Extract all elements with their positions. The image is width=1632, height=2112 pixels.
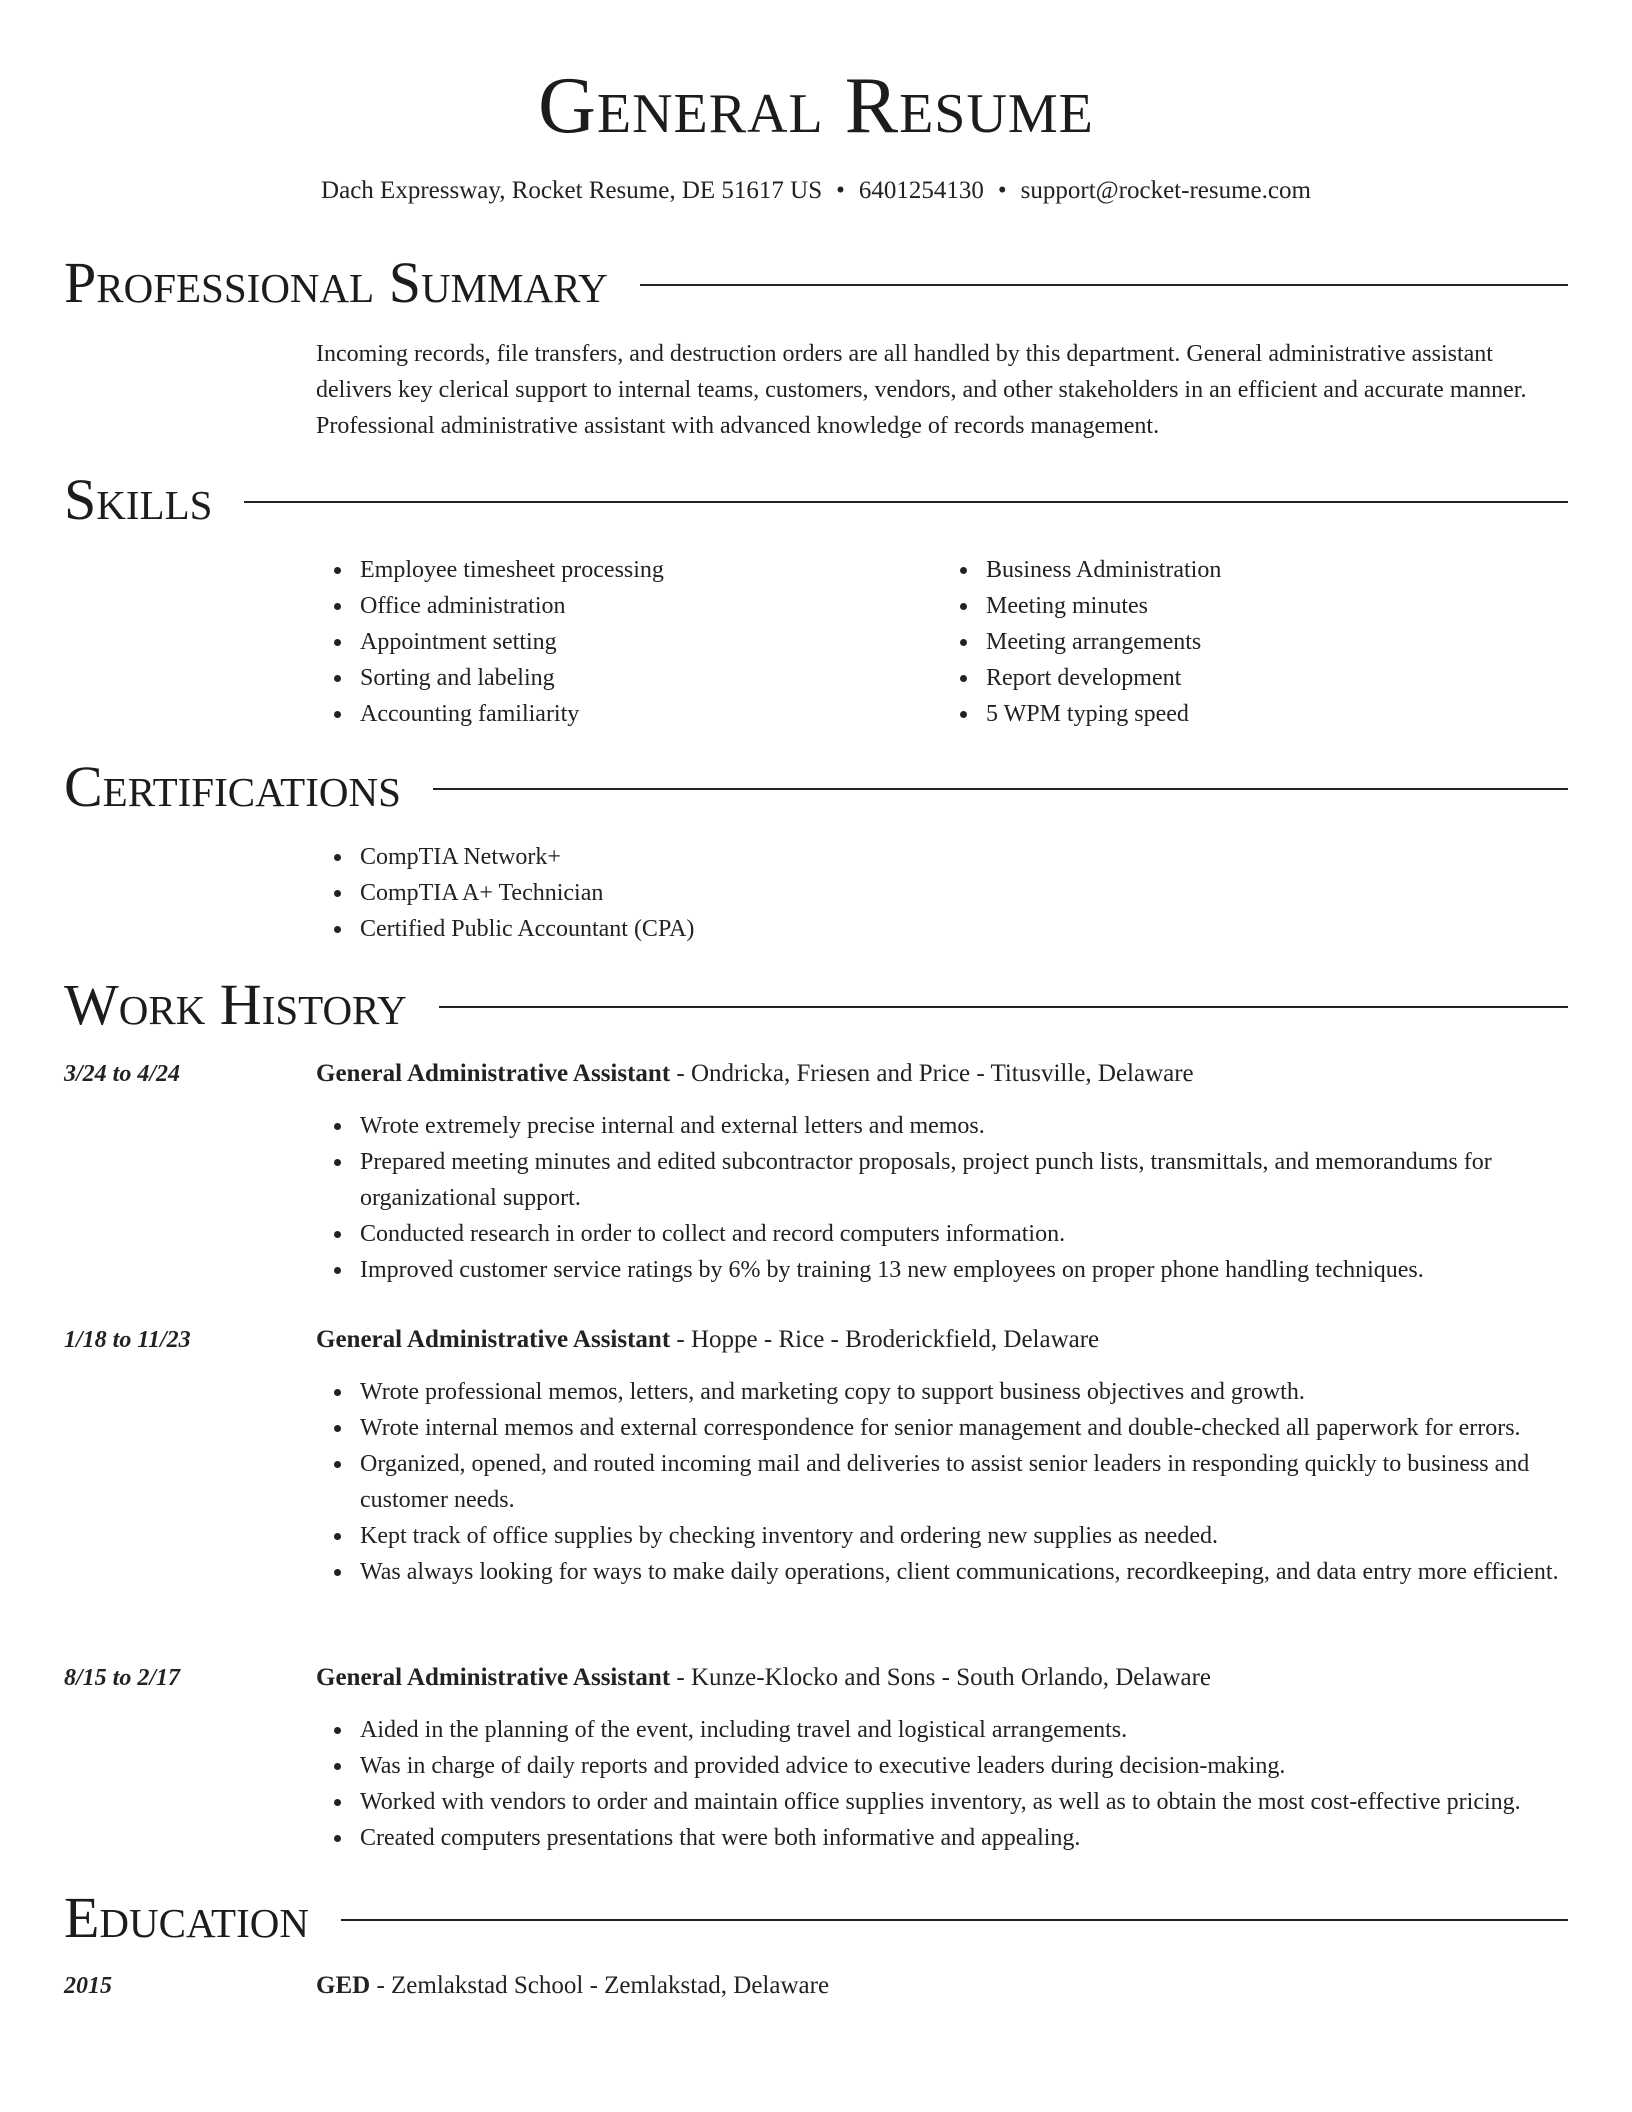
summary-section-header [64,250,1568,316]
job-heading [316,1322,1568,1358]
education-heading-line [316,1968,1568,2004]
education-school: - Zemlakstad School - Zemlakstad, Delaware [370,1972,830,1999]
contact-address: Dach Expressway, Rocket Resume, DE 51617 US [321,177,823,204]
education-entry [64,1968,1568,2004]
job-company: - Kunze-Klocko and Sons - South Orlando, Delaware [670,1664,1212,1691]
job-bullet: Worked with vendors to order and maintain office supplies inventory, as well as to obtain the most cost-effective pricing. [360,1784,1568,1820]
skill-item: 5 WPM typing speed [986,696,1568,732]
resume-name: General Resume [538,62,1094,150]
certifications-section [316,839,1568,947]
job-title: General Administrative Assistant [316,1326,671,1353]
certifications-section-header [64,754,1568,820]
job-heading [316,1660,1568,1696]
job-bullet: Prepared meeting minutes and edited subcontractor proposals, project punch lists, transmittals, and memorandums for organizational support. [360,1144,1568,1216]
job-entry [64,1660,1568,1856]
job-dates: 8/15 to 2/17 [64,1665,181,1691]
skill-item: Report development [986,660,1568,696]
summary-text: Incoming records, file transfers, and destruction orders are all handled by this department. General administrative assistant delivers key clerical support to internal teams, customers, vendors, and other stakeholders in an efficient and accurate manner. Professional administrative assistant with advanced knowledge of records management. [316,341,1527,439]
section-divider [640,284,1568,286]
job-bullet: Wrote professional memos, letters, and marketing copy to support business objectives and growth. [360,1374,1568,1410]
certification-item: CompTIA A+ Technician [360,875,1568,911]
job-title: General Administrative Assistant [316,1664,671,1691]
skills-heading: Skills [64,467,213,532]
education-degree: GED [316,1972,371,1999]
contact-phone: 6401254130 [858,177,984,204]
job-bullet: Wrote extremely precise internal and external letters and memos. [360,1108,1568,1144]
job-bullet: Conducted research in order to collect and record computers information. [360,1216,1568,1252]
skill-item: Meeting minutes [986,588,1568,624]
section-divider [244,501,1568,503]
job-dates: 1/18 to 11/23 [64,1327,191,1353]
job-heading [316,1056,1568,1092]
summary-section [316,336,1568,444]
section-divider [433,788,1568,790]
skill-item: Appointment setting [360,624,942,660]
job-bullets [316,1712,1568,1856]
skill-item: Employee timesheet processing [360,552,942,588]
job-title: General Administrative Assistant [316,1060,671,1087]
job-bullet: Was always looking for ways to make daily operations, client communications, recordkeeping, and data entry more efficient. [360,1554,1568,1590]
education-heading: Education [64,1885,309,1950]
job-bullets [316,1108,1568,1288]
job-bullet: Created computers presentations that were both informative and appealing. [360,1820,1568,1856]
skills-list-right [942,552,1568,732]
education-section-header [64,1885,1568,1951]
job-bullet: Kept track of office supplies by checking inventory and ordering new supplies as needed. [360,1518,1568,1554]
skills-grid [316,552,1568,732]
skills-section-header [64,467,1568,533]
skill-item: Sorting and labeling [360,660,942,696]
skill-item: Office administration [360,588,942,624]
contact-separator: • [836,177,845,204]
job-company: - Ondricka, Friesen and Price - Titusville, Delaware [670,1060,1194,1087]
section-divider [439,1006,1568,1008]
job-bullets [316,1374,1568,1590]
job-entry [64,1056,1568,1288]
contact-separator: • [997,177,1007,204]
job-bullet: Improved customer service ratings by 6% by training 13 new employees on proper phone handling techniques. [360,1252,1568,1288]
job-bullet: Aided in the planning of the event, including travel and logistical arrangements. [360,1712,1568,1748]
job-company: - Hoppe - Rice - Broderickfield, Delaware [670,1326,1100,1353]
skill-item: Meeting arrangements [986,624,1568,660]
section-divider [341,1919,1568,1921]
summary-heading: Professional Summary [64,250,608,315]
certification-item: Certified Public Accountant (CPA) [360,911,1568,947]
job-bullet: Wrote internal memos and external correspondence for senior management and double-checked all paperwork for errors. [360,1410,1568,1446]
skill-item: Accounting familiarity [360,696,942,732]
job-bullet: Organized, opened, and routed incoming mail and deliveries to assist senior leaders in responding quickly to business and customer needs. [360,1446,1568,1518]
certifications-list [316,839,1568,947]
work-heading: Work History [64,972,407,1037]
skills-section [316,552,1568,732]
skill-item: Business Administration [986,552,1568,588]
certification-item: CompTIA Network+ [360,839,1568,875]
job-entry [64,1322,1568,1590]
skills-list-left [316,552,942,732]
education-year: 2015 [64,1973,112,1999]
job-bullet: Was in charge of daily reports and provided advice to executive leaders during decision-making. [360,1748,1568,1784]
job-dates: 3/24 to 4/24 [64,1061,181,1087]
contact-email: support@rocket-resume.com [1020,177,1311,204]
work-section-header [64,972,1568,1038]
contact-line [0,174,1632,208]
certifications-heading: Certifications [64,754,401,819]
